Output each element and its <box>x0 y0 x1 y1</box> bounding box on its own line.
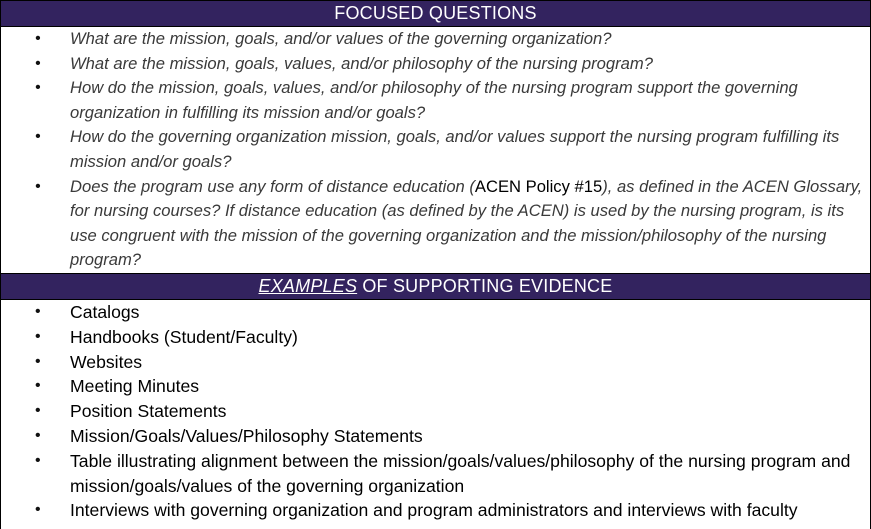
evidence-item <box>1 300 870 325</box>
bullet-icon: • <box>35 402 41 420</box>
bullet-icon: • <box>35 377 41 395</box>
bullet-icon: • <box>35 128 41 146</box>
evidence-text: Table illustrating alignment between the mission/goals/values/philosophy of the nursing program and mission/goals/values of the governing organization <box>70 450 851 496</box>
supporting-evidence-header <box>1 273 870 300</box>
evidence-text: Catalogs <box>70 301 140 322</box>
question-text: How do the governing organization mission, goals, and/or values support the nursing program fulfilling its mission and/or goals? <box>70 127 840 171</box>
focused-questions-title: FOCUSED QUESTIONS <box>334 3 537 23</box>
acen-policy-link[interactable]: ACEN Policy #15 <box>474 176 603 196</box>
evidence-text: Handbooks (Student/Faculty) <box>70 326 298 347</box>
bullet-icon: • <box>35 177 41 195</box>
evidence-item <box>1 350 870 375</box>
bullet-icon: • <box>35 54 41 72</box>
evidence-text: Position Statements <box>70 401 227 422</box>
question-item <box>1 76 870 125</box>
focused-questions-list <box>1 27 870 273</box>
focused-questions-header <box>1 0 870 27</box>
evidence-item <box>1 399 870 424</box>
question-item <box>1 27 870 52</box>
question-item <box>1 125 870 174</box>
question-text-post: ), as defined in the ACEN Glossary, for nursing courses? If distance education (as defined by the ACEN) is used by the nursing program, is its use congruent with the mission of the governing organization and the mission/philosophy of the nursing program? <box>70 176 863 270</box>
evidence-text: Meeting Minutes <box>70 376 200 397</box>
evidence-text: Interviews with governing organization and program administrators and interviews with faculty <box>70 500 798 521</box>
bullet-icon: • <box>35 327 41 345</box>
bullet-icon: • <box>35 451 41 469</box>
evidence-item <box>1 424 870 449</box>
supporting-evidence-list <box>1 300 870 523</box>
bullet-icon: • <box>35 79 41 97</box>
evidence-item <box>1 449 870 499</box>
evidence-item <box>1 498 870 523</box>
supporting-evidence-title: OF SUPPORTING EVIDENCE <box>357 275 613 296</box>
question-text: What are the mission, goals, and/or values of the governing organization? <box>70 29 612 48</box>
bullet-icon: • <box>35 302 41 320</box>
question-item <box>1 175 870 273</box>
evidence-text: Websites <box>70 351 143 372</box>
bullet-icon: • <box>35 426 41 444</box>
question-text: What are the mission, goals, values, and/or philosophy of the nursing program? <box>70 53 653 73</box>
question-text-pre: Does the program use any form of distance education ( <box>70 176 475 196</box>
examples-label: EXAMPLES <box>258 275 358 296</box>
evidence-text: Mission/Goals/Values/Philosophy Statements <box>70 425 423 446</box>
bullet-icon: • <box>35 30 41 47</box>
question-item <box>1 52 870 77</box>
bullet-icon: • <box>35 352 41 370</box>
evidence-item <box>1 325 870 350</box>
question-text: How do the mission, goals, values, and/or philosophy of the nursing program support the governing organization in fulfilling its mission and/or goals? <box>70 78 798 122</box>
bullet-icon: • <box>35 501 41 519</box>
evidence-item <box>1 374 870 399</box>
